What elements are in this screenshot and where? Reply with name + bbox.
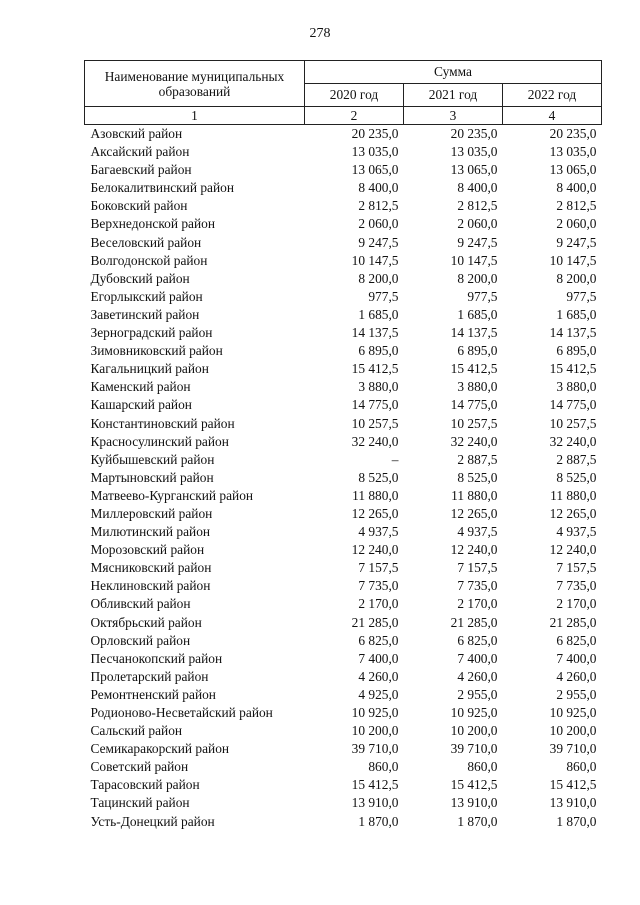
value-2022-cell: 20 235,0: [549, 126, 597, 141]
table-row: [85, 740, 602, 758]
value-2021-cell: 7 735,0: [457, 578, 498, 594]
value-2021-cell: 11 880,0: [451, 487, 498, 503]
value-2022-cell: 11 880,0: [550, 487, 597, 503]
district-name-cell: Обливский район: [90, 596, 191, 612]
value-2020-cell: 3 880,0: [358, 379, 399, 395]
page-number: 278: [309, 26, 331, 41]
district-name-cell: Матвеево-Курганский район: [90, 487, 254, 503]
value-2020-cell: 4 925,0: [358, 686, 399, 702]
header-year-2021: 2021 год: [404, 84, 503, 107]
table-row: [85, 650, 602, 668]
district-name-cell: Белокалитвинский район: [90, 180, 235, 196]
value-2022-cell: 860,0: [566, 759, 597, 775]
table-row: [85, 342, 602, 360]
value-2021-cell: 20 235,0: [450, 126, 498, 141]
value-2022-cell: 39 710,0: [549, 741, 597, 757]
district-name-cell: Морозовский район: [90, 542, 205, 558]
value-2021-cell: 2 170,0: [457, 596, 498, 612]
table-row: [85, 469, 602, 487]
table-row: [85, 396, 602, 414]
district-name-cell: Семикаракорский район: [90, 741, 230, 757]
table-row: [85, 378, 602, 396]
district-name-cell: Ремонтненский район: [90, 686, 216, 702]
value-2022-cell: 8 400,0: [556, 180, 597, 196]
value-2022-cell: 2 955,0: [556, 686, 597, 702]
value-2020-cell: 10 257,5: [351, 415, 399, 431]
table-row: [85, 252, 602, 270]
value-2022-cell: 10 200,0: [549, 723, 597, 739]
value-2021-cell: 10 257,5: [450, 415, 498, 431]
value-2021-cell: 10 925,0: [450, 705, 498, 720]
district-name-cell: Кагальницкий район: [90, 361, 209, 377]
value-2021-cell: 13 035,0: [450, 144, 498, 160]
table-row: [85, 125, 602, 144]
value-2021-cell: 12 265,0: [450, 505, 498, 521]
value-2022-cell: 7 400,0: [556, 650, 597, 666]
district-name-cell: Боковский район: [90, 198, 188, 214]
value-2022-cell: 2 812,5: [556, 198, 597, 214]
value-2022-cell: 6 895,0: [556, 343, 597, 359]
table-row: [85, 758, 602, 776]
district-name-cell: Кашарский район: [90, 397, 192, 413]
district-name-cell: Мясниковский район: [90, 560, 212, 576]
header-year-2020: 2020 год: [305, 84, 404, 107]
value-2021-cell: 21 285,0: [450, 614, 498, 630]
district-name-cell: Аксайский район: [90, 144, 190, 160]
district-name-cell: Октябрьский район: [90, 614, 202, 630]
table-row: [85, 704, 602, 722]
value-2021-cell: 14 775,0: [450, 397, 498, 413]
table-row: [85, 179, 602, 197]
value-2021-cell: 4 260,0: [457, 668, 498, 684]
value-2020-cell: 977,5: [368, 288, 399, 304]
value-2020-cell: 13 035,0: [351, 144, 399, 160]
table-row: [85, 523, 602, 541]
district-name-cell: Зимовниковский район: [90, 343, 223, 359]
header-sum-column: Сумма: [305, 61, 602, 84]
budget-table: [84, 60, 602, 831]
value-2021-cell: 2 060,0: [457, 216, 498, 232]
value-2022-cell: 14 137,5: [549, 325, 597, 341]
value-2020-cell: 15 412,5: [351, 361, 399, 377]
column-number: 4: [503, 107, 602, 125]
table-row: [85, 614, 602, 632]
value-2022-cell: 977,5: [566, 288, 597, 304]
table-row: [85, 433, 602, 451]
value-2022-cell: 7 157,5: [556, 560, 597, 576]
value-2020-cell: 7 400,0: [358, 650, 399, 666]
value-2021-cell: 13 065,0: [450, 162, 498, 178]
district-name-cell: Тарасовский район: [90, 777, 200, 793]
value-2022-cell: 3 880,0: [556, 379, 597, 395]
value-2021-cell: 8 400,0: [457, 180, 498, 196]
value-2022-cell: 4 260,0: [556, 668, 597, 684]
value-2020-cell: 14 775,0: [351, 397, 399, 413]
value-2020-cell: 12 265,0: [351, 505, 399, 521]
value-2022-cell: 10 147,5: [549, 252, 597, 268]
district-name-cell: Миллеровский район: [90, 505, 213, 521]
value-2020-cell: 10 925,0: [351, 705, 399, 720]
district-name-cell: Волгодонской район: [90, 252, 208, 268]
value-2021-cell: 2 887,5: [457, 451, 498, 467]
value-2020-cell: 1 685,0: [358, 306, 399, 322]
district-name-cell: Тацинский район: [90, 795, 190, 811]
column-number: 1: [85, 107, 305, 125]
district-name-cell: Пролетарский район: [90, 668, 209, 684]
table-row: [85, 415, 602, 433]
column-number: 2: [305, 107, 404, 125]
table-row: [85, 559, 602, 577]
value-2020-cell: 8 200,0: [358, 270, 399, 286]
value-2022-cell: 10 925,0: [549, 705, 597, 720]
value-2022-cell: 12 265,0: [549, 505, 597, 521]
value-2020-cell: 1 870,0: [358, 813, 399, 829]
value-2022-cell: 1 870,0: [556, 813, 597, 829]
table-row: [85, 197, 602, 215]
value-2020-cell: 8 525,0: [358, 469, 399, 485]
value-2022-cell: 2 887,5: [556, 451, 597, 467]
district-name-cell: Заветинский район: [90, 306, 200, 322]
value-2022-cell: 4 937,5: [556, 524, 597, 540]
value-2020-cell: 20 235,0: [351, 126, 399, 141]
value-2020-cell: 15 412,5: [351, 777, 399, 793]
table-row: [85, 288, 602, 306]
value-2022-cell: 21 285,0: [549, 614, 597, 630]
table-row: [85, 794, 602, 812]
value-2022-cell: 10 257,5: [549, 415, 597, 431]
district-name-cell: Усть-Донецкий район: [90, 813, 215, 829]
table-row: [85, 505, 602, 523]
value-2021-cell: 3 880,0: [457, 379, 498, 395]
value-2022-cell: 8 200,0: [556, 270, 597, 286]
value-2020-cell: –: [391, 451, 399, 467]
district-name-cell: Багаевский район: [90, 162, 192, 178]
value-2022-cell: 1 685,0: [556, 306, 597, 322]
value-2021-cell: 2 812,5: [457, 198, 498, 214]
table-row: [85, 451, 602, 469]
table-row: [85, 541, 602, 559]
district-name-cell: Веселовский район: [90, 234, 202, 250]
table-row: [85, 234, 602, 252]
value-2020-cell: 2 170,0: [358, 596, 399, 612]
value-2021-cell: 10 200,0: [450, 723, 498, 739]
value-2022-cell: 8 525,0: [556, 469, 597, 485]
value-2022-cell: 2 170,0: [556, 596, 597, 612]
district-name-cell: Родионово-Несветайский район: [90, 705, 273, 720]
value-2021-cell: 9 247,5: [457, 234, 498, 250]
table-row: [85, 270, 602, 288]
value-2021-cell: 2 955,0: [457, 686, 498, 702]
table-row: [85, 215, 602, 233]
value-2021-cell: 14 137,5: [450, 325, 498, 341]
value-2022-cell: 6 825,0: [556, 632, 597, 648]
value-2021-cell: 1 870,0: [457, 813, 498, 829]
value-2022-cell: 13 065,0: [549, 162, 597, 178]
district-name-cell: Сальский район: [90, 723, 183, 739]
table-row: [85, 306, 602, 324]
value-2020-cell: 10 147,5: [351, 252, 399, 268]
table-row: [85, 686, 602, 704]
value-2020-cell: 14 137,5: [351, 325, 399, 341]
header-name-column: Наименование муниципальных образований: [85, 61, 305, 107]
district-name-cell: Орловский район: [90, 632, 191, 648]
table-row: [85, 487, 602, 505]
value-2021-cell: 32 240,0: [450, 433, 498, 449]
header-year-2022: 2022 год: [503, 84, 602, 107]
value-2022-cell: 15 412,5: [549, 777, 597, 793]
district-name-cell: Дубовский район: [90, 270, 190, 286]
value-2021-cell: 977,5: [467, 288, 498, 304]
value-2021-cell: 6 895,0: [457, 343, 498, 359]
value-2020-cell: 9 247,5: [358, 234, 399, 250]
value-2020-cell: 4 260,0: [358, 668, 399, 684]
value-2020-cell: 11 880,0: [352, 487, 399, 503]
table-row: [85, 632, 602, 650]
district-name-cell: Каменский район: [90, 379, 191, 395]
value-2020-cell: 2 812,5: [358, 198, 399, 214]
table-row: [85, 143, 602, 161]
value-2021-cell: 15 412,5: [450, 777, 498, 793]
table-header: [85, 61, 602, 125]
value-2020-cell: 39 710,0: [351, 741, 399, 757]
value-2020-cell: 13 065,0: [351, 162, 399, 178]
value-2021-cell: 12 240,0: [450, 542, 498, 558]
district-name-cell: Мартыновский район: [90, 469, 214, 485]
value-2022-cell: 32 240,0: [549, 433, 597, 449]
district-name-cell: Советский район: [90, 759, 189, 775]
value-2021-cell: 6 825,0: [457, 632, 498, 648]
value-2020-cell: 32 240,0: [351, 433, 399, 449]
district-name-cell: Азовский район: [90, 126, 183, 141]
value-2022-cell: 2 060,0: [556, 216, 597, 232]
value-2022-cell: 12 240,0: [549, 542, 597, 558]
value-2022-cell: 14 775,0: [549, 397, 597, 413]
value-2021-cell: 1 685,0: [457, 306, 498, 322]
district-name-cell: Милютинский район: [90, 524, 211, 540]
value-2021-cell: 39 710,0: [450, 741, 498, 757]
district-name-cell: Красносулинский район: [90, 433, 229, 449]
district-name-cell: Зерноградский район: [90, 325, 213, 341]
value-2020-cell: 7 735,0: [358, 578, 399, 594]
value-2021-cell: 8 200,0: [457, 270, 498, 286]
table-body: [85, 125, 602, 831]
district-name-cell: Песчанокопский район: [90, 650, 223, 666]
district-name-cell: Егорлыкский район: [90, 288, 203, 304]
district-name-cell: Неклиновский район: [90, 578, 211, 594]
value-2020-cell: 6 825,0: [358, 632, 399, 648]
value-2022-cell: 9 247,5: [556, 234, 597, 250]
value-2020-cell: 21 285,0: [351, 614, 399, 630]
value-2022-cell: 15 412,5: [549, 361, 597, 377]
value-2020-cell: 13 910,0: [351, 795, 399, 811]
table-row: [85, 324, 602, 342]
value-2020-cell: 12 240,0: [351, 542, 399, 558]
value-2020-cell: 4 937,5: [358, 524, 399, 540]
district-name-cell: Верхнедонской район: [90, 216, 216, 232]
value-2021-cell: 4 937,5: [457, 524, 498, 540]
value-2020-cell: 10 200,0: [351, 723, 399, 739]
value-2022-cell: 13 035,0: [549, 144, 597, 160]
value-2020-cell: 6 895,0: [358, 343, 399, 359]
value-2021-cell: 7 157,5: [457, 560, 498, 576]
value-2021-cell: 7 400,0: [457, 650, 498, 666]
value-2022-cell: 7 735,0: [556, 578, 597, 594]
value-2021-cell: 10 147,5: [450, 252, 498, 268]
table-row: [85, 360, 602, 378]
table-row: [85, 776, 602, 794]
value-2021-cell: 860,0: [467, 759, 498, 775]
column-number: 3: [404, 107, 503, 125]
value-2020-cell: 860,0: [368, 759, 399, 775]
value-2020-cell: 8 400,0: [358, 180, 399, 196]
table-row: [85, 577, 602, 595]
value-2022-cell: 13 910,0: [549, 795, 597, 811]
table-row: [85, 722, 602, 740]
value-2020-cell: 7 157,5: [358, 560, 399, 576]
value-2020-cell: 2 060,0: [358, 216, 399, 232]
district-name-cell: Куйбышевский район: [90, 451, 215, 467]
district-name-cell: Константиновский район: [90, 415, 235, 431]
value-2021-cell: 8 525,0: [457, 469, 498, 485]
table-row: [85, 161, 602, 179]
table-row: [85, 813, 602, 831]
value-2021-cell: 13 910,0: [450, 795, 498, 811]
table-row: [85, 668, 602, 686]
table-row: [85, 595, 602, 613]
value-2021-cell: 15 412,5: [450, 361, 498, 377]
